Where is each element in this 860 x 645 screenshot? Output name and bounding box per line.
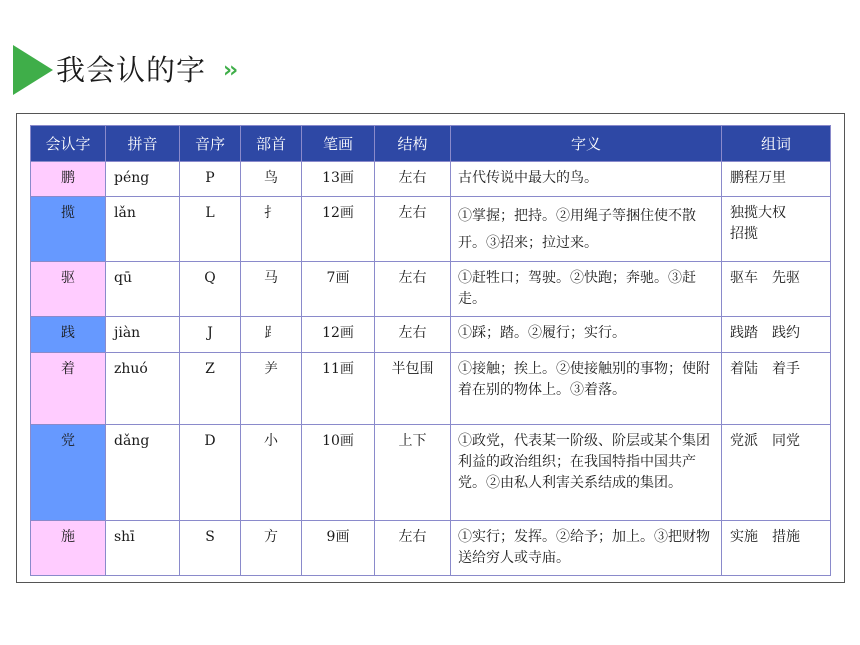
cell-meaning: ①政党，代表某一阶级、阶层或某个集团利益的政治组织；在我国特指中国共产党。②由私人利害关系结成的集团。 [451, 425, 722, 521]
cell-structure: 左右 [375, 162, 451, 197]
table-row [31, 197, 831, 262]
cell-seq: L [180, 197, 241, 262]
section-title: 我会认的字 [56, 53, 207, 87]
col-header-char: 会认字 [31, 126, 106, 162]
cell-words [722, 353, 831, 425]
cell-meaning: 古代传说中最大的鸟。 [451, 162, 722, 197]
cell-words [722, 197, 831, 262]
cell-words [722, 162, 831, 197]
cell-meaning: ①赶牲口；驾驶。②快跑；奔驰。③赶走。 [451, 262, 722, 317]
cell-strokes: 12画 [302, 317, 375, 353]
cell-seq: Z [180, 353, 241, 425]
cell-words [722, 425, 831, 521]
cell-meaning: ①踩；踏。②履行；实行。 [451, 317, 722, 353]
cell-pinyin: qū [106, 262, 180, 317]
col-header-radical: 部首 [241, 126, 302, 162]
cell-structure: 左右 [375, 317, 451, 353]
col-header-seq: 音序 [180, 126, 241, 162]
word-item: 实施 措施 [730, 529, 800, 545]
cell-pinyin: lǎn [106, 197, 180, 262]
cell-words [722, 262, 831, 317]
cell-structure: 半包围 [375, 353, 451, 425]
col-header-meaning: 字义 [451, 126, 722, 162]
word-item: 驱车 先驱 [730, 270, 800, 286]
cell-radical: 鸟 [241, 162, 302, 197]
table-row [31, 521, 831, 576]
cell-char: 鹏 [31, 162, 106, 197]
cell-radical: 方 [241, 521, 302, 576]
table-row [31, 425, 831, 521]
cell-meaning: ①实行；发挥。②给予；加上。③把财物送给穷人或寺庙。 [451, 521, 722, 576]
cell-radical: 小 [241, 425, 302, 521]
cell-strokes: 12画 [302, 197, 375, 262]
cell-pinyin: péng [106, 162, 180, 197]
cell-strokes: 13画 [302, 162, 375, 197]
cell-pinyin: jiàn [106, 317, 180, 353]
character-table [30, 125, 831, 576]
cell-strokes: 11画 [302, 353, 375, 425]
cell-char: 着 [31, 353, 106, 425]
cell-char: 施 [31, 521, 106, 576]
cell-radical: 扌 [241, 197, 302, 262]
cell-structure: 上下 [375, 425, 451, 521]
col-header-words: 组词 [722, 126, 831, 162]
cell-pinyin: shī [106, 521, 180, 576]
cell-pinyin: zhuó [106, 353, 180, 425]
cell-seq: S [180, 521, 241, 576]
cell-pinyin: dǎng [106, 425, 180, 521]
cell-radical: 马 [241, 262, 302, 317]
cell-radical: ⺶ [241, 353, 302, 425]
col-header-structure: 结构 [375, 126, 451, 162]
col-header-strokes: 笔画 [302, 126, 375, 162]
cell-meaning: ①接触；挨上。②使接触别的事物；使附着在别的物体上。③着落。 [451, 353, 722, 425]
cell-seq: J [180, 317, 241, 353]
col-header-pinyin: 拼音 [106, 126, 180, 162]
cell-meaning: ①掌握；把持。②用绳子等捆住使不散开。③招来；拉过来。 [451, 197, 722, 262]
cell-strokes: 10画 [302, 425, 375, 521]
table-row [31, 162, 831, 197]
cell-structure: 左右 [375, 197, 451, 262]
cell-char: 党 [31, 425, 106, 521]
table-row [31, 317, 831, 353]
table-row [31, 353, 831, 425]
cell-radical: ⻊ [241, 317, 302, 353]
header-arrow-icon [13, 45, 53, 95]
word-item: 党派 同党 [730, 433, 800, 449]
word-item: 践踏 践约 [730, 325, 800, 341]
cell-char: 驱 [31, 262, 106, 317]
cell-strokes: 7画 [302, 262, 375, 317]
word-item: 招揽 [730, 226, 758, 242]
word-item: 鹏程万里 [730, 170, 786, 186]
cell-char: 践 [31, 317, 106, 353]
cell-seq: P [180, 162, 241, 197]
cell-structure: 左右 [375, 262, 451, 317]
cell-words [722, 521, 831, 576]
cell-structure: 左右 [375, 521, 451, 576]
table-row [31, 262, 831, 317]
cell-words [722, 317, 831, 353]
word-item: 着陆 着手 [730, 361, 800, 377]
cell-seq: D [180, 425, 241, 521]
chevron-right-icon: ›› [223, 58, 236, 83]
cell-seq: Q [180, 262, 241, 317]
cell-char: 揽 [31, 197, 106, 262]
word-item: 独揽大权 [730, 205, 786, 221]
cell-strokes: 9画 [302, 521, 375, 576]
table-header-row [31, 126, 831, 162]
